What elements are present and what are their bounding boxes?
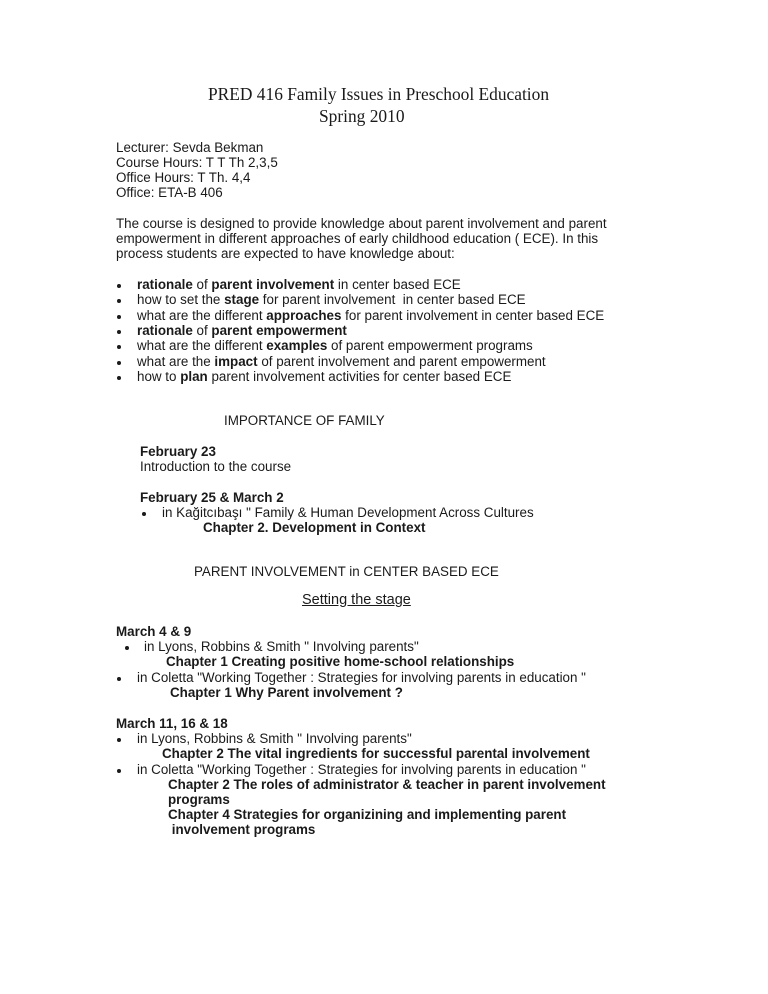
objective-text: how to [137, 368, 181, 384]
emphasis-text: examples [266, 338, 328, 354]
description-line: The course is designed to provide knowledge about parent involvement and parent [116, 216, 607, 231]
bullet-icon [117, 284, 121, 288]
objective-item [137, 308, 604, 324]
objective-text: what are the [137, 353, 215, 369]
objective-text: of [192, 277, 212, 292]
reading: in Coletta "Working Together : Strategies for involving parents in education " [137, 762, 586, 777]
bullet-icon [117, 315, 121, 319]
term: Spring 2010 [319, 106, 405, 126]
chapter: programs [168, 792, 230, 807]
objective-text: for parent involvement in center based ECE [341, 307, 605, 323]
bullet-icon [142, 512, 146, 516]
objective-text: in center based ECE [334, 277, 461, 292]
session-text: Introduction to the course [140, 459, 292, 474]
objective-text: of parent empowerment programs [327, 338, 533, 354]
bullet-icon [117, 345, 121, 349]
description-line: process students are expected to have knowledge about: [116, 246, 455, 261]
bullet-icon [125, 646, 129, 650]
objective-text: of [192, 322, 212, 338]
section-heading: PARENT INVOLVEMENT in CENTER BASED ECE [194, 564, 499, 579]
bullet-icon [117, 376, 121, 380]
emphasis-text: plan [180, 368, 208, 384]
emphasis-text: rationale [137, 322, 193, 338]
emphasis-text: parent empowerment [211, 322, 347, 338]
objective-text: how to set the [137, 292, 225, 308]
objective-item [137, 369, 511, 385]
section-heading: IMPORTANCE OF FAMILY [224, 413, 385, 428]
objective-text: for parent involvement in center based ECE [259, 292, 526, 308]
course-hours: Course Hours: T T Th 2,3,5 [116, 155, 278, 170]
chapter: Chapter 2. Development in Context [203, 520, 426, 535]
bullet-icon [117, 738, 121, 742]
emphasis-text: impact [214, 353, 258, 369]
objective-item [137, 354, 546, 370]
chapter: Chapter 1 Why Parent involvement ? [170, 685, 403, 700]
objective-item [137, 323, 347, 339]
office: Office: ETA-B 406 [116, 185, 223, 200]
date-heading: March 11, 16 & 18 [116, 716, 228, 731]
date-heading: February 25 & March 2 [140, 490, 284, 505]
objective-text: what are the different [137, 307, 267, 323]
course-title: PRED 416 Family Issues in Preschool Education [208, 84, 550, 104]
objective-item [137, 338, 533, 354]
objective-text: what are the different [137, 338, 267, 354]
bullet-icon [117, 330, 121, 334]
office-hours: Office Hours: T Th. 4,4 [116, 170, 251, 185]
subheading: Setting the stage [302, 592, 411, 608]
bullet-icon [117, 769, 121, 773]
reading: in Kağitcıbaşı " Family & Human Development Across Cultures [162, 505, 534, 520]
reading: in Lyons, Robbins & Smith " Involving parents" [144, 639, 419, 654]
chapter: Chapter 2 The vital ingredients for successful parental involvement [162, 746, 590, 761]
bullet-icon [117, 361, 121, 365]
description-line: empowerment in different approaches of early childhood education ( ECE). In this [116, 231, 599, 246]
chapter: Chapter 4 Strategies for organizining and implementing parent [168, 807, 567, 822]
reading: in Coletta "Working Together : Strategies for involving parents in education " [137, 670, 586, 685]
chapter: Chapter 2 The roles of administrator & teacher in parent involvement [168, 777, 606, 792]
emphasis-text: stage [224, 292, 260, 308]
bullet-icon [117, 677, 121, 681]
emphasis-text: rationale [137, 277, 193, 292]
chapter: involvement programs [168, 822, 316, 837]
objective-item [137, 277, 461, 293]
objective-text: of parent involvement and parent empowerment [257, 353, 546, 369]
reading: in Lyons, Robbins & Smith " Involving parents" [137, 731, 412, 746]
date-heading: March 4 & 9 [116, 624, 192, 639]
bullet-icon [117, 299, 121, 303]
chapter: Chapter 1 Creating positive home-school relationships [166, 654, 515, 669]
date-heading: February 23 [140, 444, 216, 459]
lecturer: Lecturer: Sevda Bekman [116, 140, 264, 155]
emphasis-text: approaches [266, 307, 342, 323]
objective-item [137, 292, 526, 308]
emphasis-text: parent involvement [211, 277, 335, 292]
objective-text: parent involvement activities for center based ECE [207, 368, 512, 384]
